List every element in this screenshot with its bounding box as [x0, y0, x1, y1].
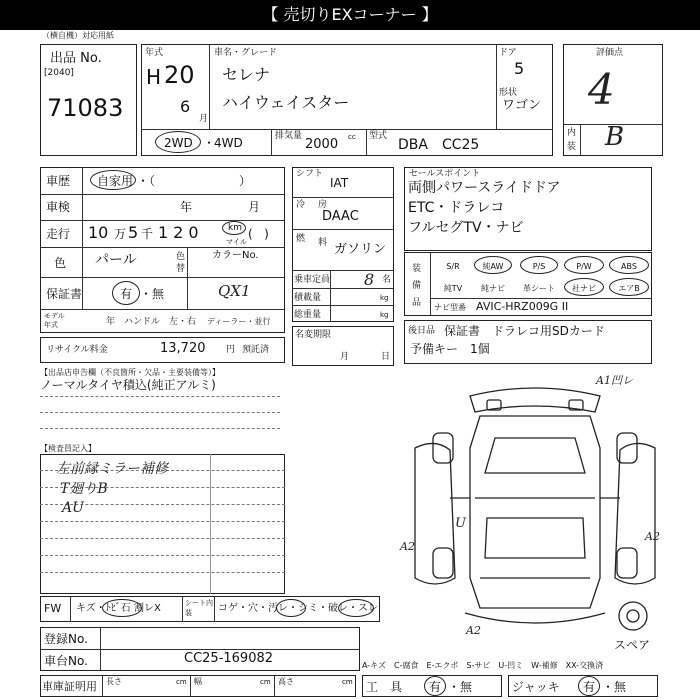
garage-width-unit: cm: [260, 678, 271, 686]
garage-length-unit: cm: [176, 678, 187, 686]
weight-label: 総重量: [294, 310, 322, 320]
inspector-label: 【検査員記入】: [40, 444, 96, 453]
inspection-label: 車検: [46, 200, 71, 214]
dealer-report-label: 【出品店申告欄（不良箇所・欠品・主要装備等）】: [40, 368, 220, 377]
drive-4wd: 4WD: [214, 136, 243, 150]
condition-items: キズ・ﾄﾋﾞ石 割レX: [76, 603, 161, 614]
shift-value: IAT: [330, 176, 349, 190]
recycle-note: 預託済: [242, 345, 270, 355]
load-unit: kg: [380, 294, 389, 302]
score-label: 評価点: [596, 48, 624, 58]
garage-width: 幅: [194, 677, 202, 686]
drive-sep: ・: [203, 136, 216, 150]
warranty-no: ・無: [140, 287, 165, 301]
mileage-d2: 5: [128, 223, 139, 242]
tools-no: ・無: [448, 680, 473, 694]
equip-abs: ABS: [621, 262, 637, 271]
inspection-month: 月: [248, 200, 261, 214]
inspector-note-2: T廻りB: [60, 481, 108, 497]
dealer-options: ディーラー・並行: [207, 317, 271, 326]
navi-value: AVIC-HRZ009G II: [476, 300, 569, 313]
year-label: 年式: [145, 48, 164, 58]
equip-sr: S/R: [446, 262, 460, 271]
recycle-unit: 円: [226, 345, 236, 355]
cooling-value: DAAC: [322, 209, 359, 224]
color-label: 色: [54, 256, 67, 270]
history-label: 車歴: [46, 174, 71, 188]
sales-points-label: セールスポイント: [409, 169, 481, 179]
fw-label: FW: [44, 602, 62, 615]
change-date-month: 月: [340, 352, 350, 362]
displacement-value: 2000: [305, 137, 339, 152]
color-sub-1: 色: [176, 252, 186, 262]
diagram-mark-4: A2: [645, 530, 660, 543]
weight-unit: kg: [380, 311, 389, 319]
shape-label: 形状: [499, 88, 518, 98]
colorno-label: カラーNo.: [212, 250, 259, 261]
capacity-unit: 名: [382, 275, 392, 285]
year-era: H: [146, 65, 162, 89]
mileage-paren: ( ): [248, 227, 269, 241]
model-year-label-2: 年式: [44, 321, 58, 329]
equip-pw: P/W: [576, 262, 592, 271]
interior-label-2: 装: [567, 142, 577, 152]
displacement-unit: cc: [348, 133, 356, 141]
equip-airbag: エアB: [618, 284, 640, 293]
lot-tag: [2040]: [44, 68, 74, 78]
mileage-d3: 120: [158, 223, 204, 242]
colorno-value: QX1: [218, 282, 251, 300]
model-label: 車名・グレード: [214, 48, 278, 58]
displacement-label: 排気量: [275, 131, 303, 141]
sales-point-3: フルセグTV・ナビ: [408, 220, 524, 236]
capacity-label: 乗車定員: [294, 275, 331, 285]
page-title: 【 売切りEXコーナー 】: [262, 5, 438, 24]
chassis-label: 車台No.: [44, 654, 88, 668]
equipment-label-1: 装: [412, 264, 422, 274]
capacity-value: 8: [364, 270, 375, 289]
inspector-note-1: 左前縁ミラー補修: [56, 461, 168, 477]
score-value: 4: [588, 65, 615, 114]
fuel-value: ガソリン: [334, 242, 387, 257]
model-grade: ハイウェイスター: [222, 93, 350, 112]
interior-value: B: [605, 122, 625, 152]
diagram-mark-2: A2: [400, 540, 415, 553]
accessories-label: 後日品: [408, 326, 436, 336]
equip-tv: 純TV: [443, 284, 463, 293]
shape-value: ワゴン: [502, 98, 542, 113]
equipment-label-2: 備: [412, 281, 422, 291]
recycle-label: リサイクル料金: [46, 345, 108, 355]
registration-label: 登録No.: [44, 632, 88, 646]
type-label: 型式: [369, 131, 388, 141]
equip-shanavi: 社ナビ: [572, 284, 596, 293]
sales-point-2: ETC・ドラレコ: [408, 200, 505, 216]
mileage-km: km: [228, 223, 242, 233]
sales-point-1: 両側パワースライドドア: [408, 180, 561, 196]
spare-label: スペア: [614, 638, 651, 652]
load-label: 積載量: [294, 293, 322, 303]
jack-label: ジャッキ: [512, 680, 560, 694]
jack-yes: 有: [583, 680, 596, 694]
chassis-value: CC25-169082: [184, 651, 274, 666]
jack-no: ・無: [602, 680, 627, 694]
history-value: 自家用: [97, 174, 134, 188]
cooling-label-2: 房: [318, 200, 328, 210]
doors-label: ドア: [499, 48, 517, 58]
navi-label: ナビ型番: [434, 303, 466, 312]
tools-yes: 有: [429, 680, 442, 694]
model-year-year: 年: [106, 317, 116, 327]
garage-height-unit: cm: [342, 678, 353, 686]
mileage-u2: 千: [141, 227, 154, 241]
warranty-yes: 有: [120, 287, 133, 301]
doors-value: 5: [514, 59, 525, 78]
change-date-day: 日: [381, 352, 391, 362]
tools-label: 工 具: [366, 680, 403, 694]
mileage-u1: 万: [114, 227, 127, 241]
color-value: パール: [95, 252, 137, 268]
equip-ps: P/S: [532, 262, 546, 271]
shift-label: シフト: [296, 169, 324, 179]
model-year-label-1: モデル: [44, 312, 65, 320]
mileage-label: 走行: [46, 227, 71, 241]
lot-label: 出品 No.: [50, 51, 102, 66]
year-value: 20: [164, 61, 195, 89]
model-name: セレナ: [222, 65, 271, 84]
garage-length: 長さ: [106, 677, 122, 686]
handle-options: ハンドル 左・右: [124, 317, 197, 327]
cooling-label-1: 冷: [296, 200, 306, 210]
recycle-value: 13,720: [160, 341, 206, 356]
diagram-mark-5: A2: [466, 624, 481, 637]
damage-legend: A-キズ C-腐食 E-エクボ S-サビ U-凹ミ W-補修 XX-交換済: [362, 661, 604, 670]
equip-leather: 革シート: [523, 284, 555, 293]
fuel-label-2: 料: [318, 238, 328, 248]
type-value: DBA CC25: [398, 137, 480, 153]
change-date-label: 名変期限: [295, 330, 332, 340]
month-unit: 月: [199, 114, 209, 124]
accessories-line-2: 予備キー 1個: [410, 342, 490, 356]
seat-label: シート内装: [185, 599, 213, 617]
lot-number: 71083: [47, 94, 124, 122]
inspection-year: 年: [180, 200, 193, 214]
diagram-mark-3: U: [455, 516, 466, 531]
top-note: （横自機）対応用紙: [42, 31, 114, 40]
drive-2wd: 2WD: [164, 136, 193, 150]
dealer-report-text: ノーマルタイヤ積込(純正アルミ): [40, 378, 216, 392]
stains-options: コゲ・穴・汚レ・シミ・破レ・スレ: [218, 603, 378, 614]
month-value: 6: [180, 97, 191, 116]
equip-aw: 純AW: [482, 262, 504, 271]
garage-label: 車庫証明用: [42, 680, 97, 693]
accessories-line-1: 保証書 ドラレコ用SDカード: [444, 324, 605, 338]
warranty-label: 保証書: [46, 287, 83, 301]
inspector-note-3: AU: [62, 500, 84, 516]
diagram-mark-1: A1凹レ: [596, 374, 633, 387]
history-rest: ・（ ）: [137, 174, 252, 188]
fuel-label-1: 燃: [296, 234, 306, 244]
garage-height: 高さ: [278, 677, 294, 686]
equip-navi: 純ナビ: [481, 284, 505, 293]
mileage-mile: マイル: [226, 238, 247, 246]
car-damage-diagram: [395, 378, 675, 633]
color-sub-2: 替: [176, 264, 186, 274]
mileage-d1: 10: [88, 223, 109, 242]
interior-label-1: 内: [567, 128, 577, 138]
equipment-label-3: 品: [412, 298, 422, 308]
